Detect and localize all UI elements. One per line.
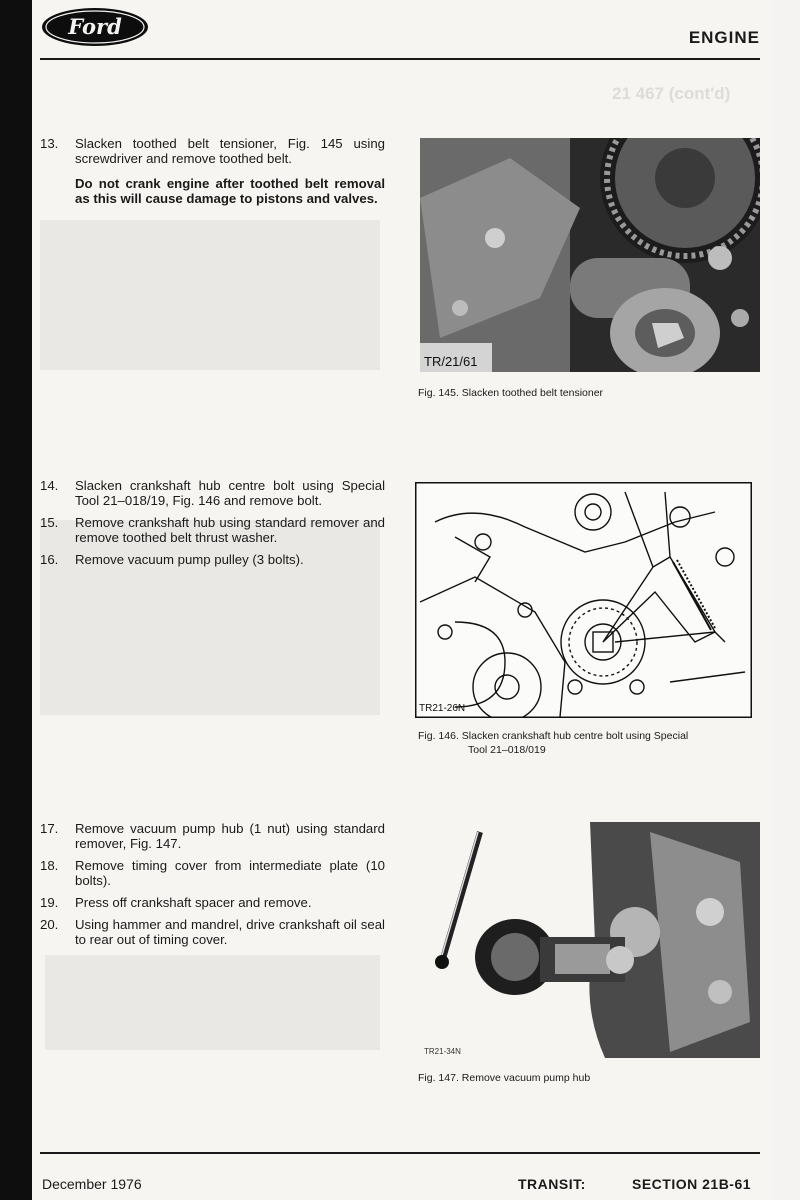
bleed-through-image-top (40, 220, 380, 370)
step-18 (40, 858, 385, 888)
figure-146-caption (418, 729, 688, 757)
page-edge-shadow (0, 0, 32, 1200)
footer-date: December 1976 (42, 1176, 142, 1192)
svg-text:Ford: Ford (68, 14, 122, 39)
ford-logo (40, 6, 150, 48)
figure-145-photo (420, 138, 760, 372)
bleed-through-image-bottom (45, 955, 380, 1050)
step-17 (40, 821, 385, 851)
figure-147-photo (420, 822, 760, 1058)
footer-rule (40, 1152, 760, 1154)
figure-147-caption: Fig. 147. Remove vacuum pump hub (418, 1072, 591, 1084)
step-number: 18. (40, 858, 59, 873)
bleed-through-heading: 21 467 (cont'd) (612, 84, 731, 103)
figure-146-drawing (415, 482, 752, 718)
step-19 (40, 895, 385, 910)
step-16 (40, 552, 385, 567)
header-rule (40, 58, 760, 60)
figure-146-caption-line1: Fig. 146. Slacken crankshaft hub centre bolt using Special (418, 730, 689, 742)
step-number: 13. (40, 136, 59, 151)
figure-146-ref: TR21-26N (419, 703, 466, 714)
figure-147-ref: TR21-34N (424, 1047, 461, 1056)
step-text: Slacken toothed belt tensioner, Fig. 145 using screwdriver and remove toothed belt. (75, 136, 385, 166)
step-text: Slacken crankshaft hub centre bolt using Special Tool 21–018/19, Fig. 146 and remove bolt. (75, 478, 385, 508)
figure-145-ref: TR/21/61 (424, 354, 478, 369)
step-14 (40, 478, 385, 508)
step-text: Remove vacuum pump pulley (3 bolts). (75, 552, 304, 567)
figure-146-caption-line2: Tool 21–018/019 (468, 744, 546, 756)
steps-group-2 (40, 478, 385, 574)
step-text: Using hammer and mandrel, drive crankshaft oil seal to rear out of timing cover. (75, 917, 385, 947)
step-number: 16. (40, 552, 59, 567)
warning-note (40, 176, 385, 206)
step-text: Press off crankshaft spacer and remove. (75, 895, 312, 910)
step-13 (40, 136, 385, 166)
step-15 (40, 515, 385, 545)
step-number: 19. (40, 895, 59, 910)
step-text: Remove vacuum pump hub (1 nut) using standard remover, Fig. 147. (75, 821, 385, 851)
step-text: Remove crankshaft hub using standard remover and remove toothed belt thrust washer. (75, 515, 385, 545)
warning-text: Do not crank engine after toothed belt removal as this will cause damage to pistons and valves. (75, 176, 385, 206)
step-number: 17. (40, 821, 59, 836)
step-number: 14. (40, 478, 59, 493)
step-number: 15. (40, 515, 59, 530)
footer-model: TRANSIT: (518, 1176, 586, 1192)
step-number: 20. (40, 917, 59, 932)
figure-145-caption: Fig. 145. Slacken toothed belt tensioner (418, 387, 604, 399)
steps-group-3 (40, 821, 385, 954)
page-section-title: ENGINE (688, 28, 760, 47)
step-20 (40, 917, 385, 947)
step-text: Remove timing cover from intermediate plate (10 bolts). (75, 858, 385, 888)
steps-group-1 (40, 136, 385, 206)
footer-section: SECTION 21B-61 (632, 1176, 752, 1192)
